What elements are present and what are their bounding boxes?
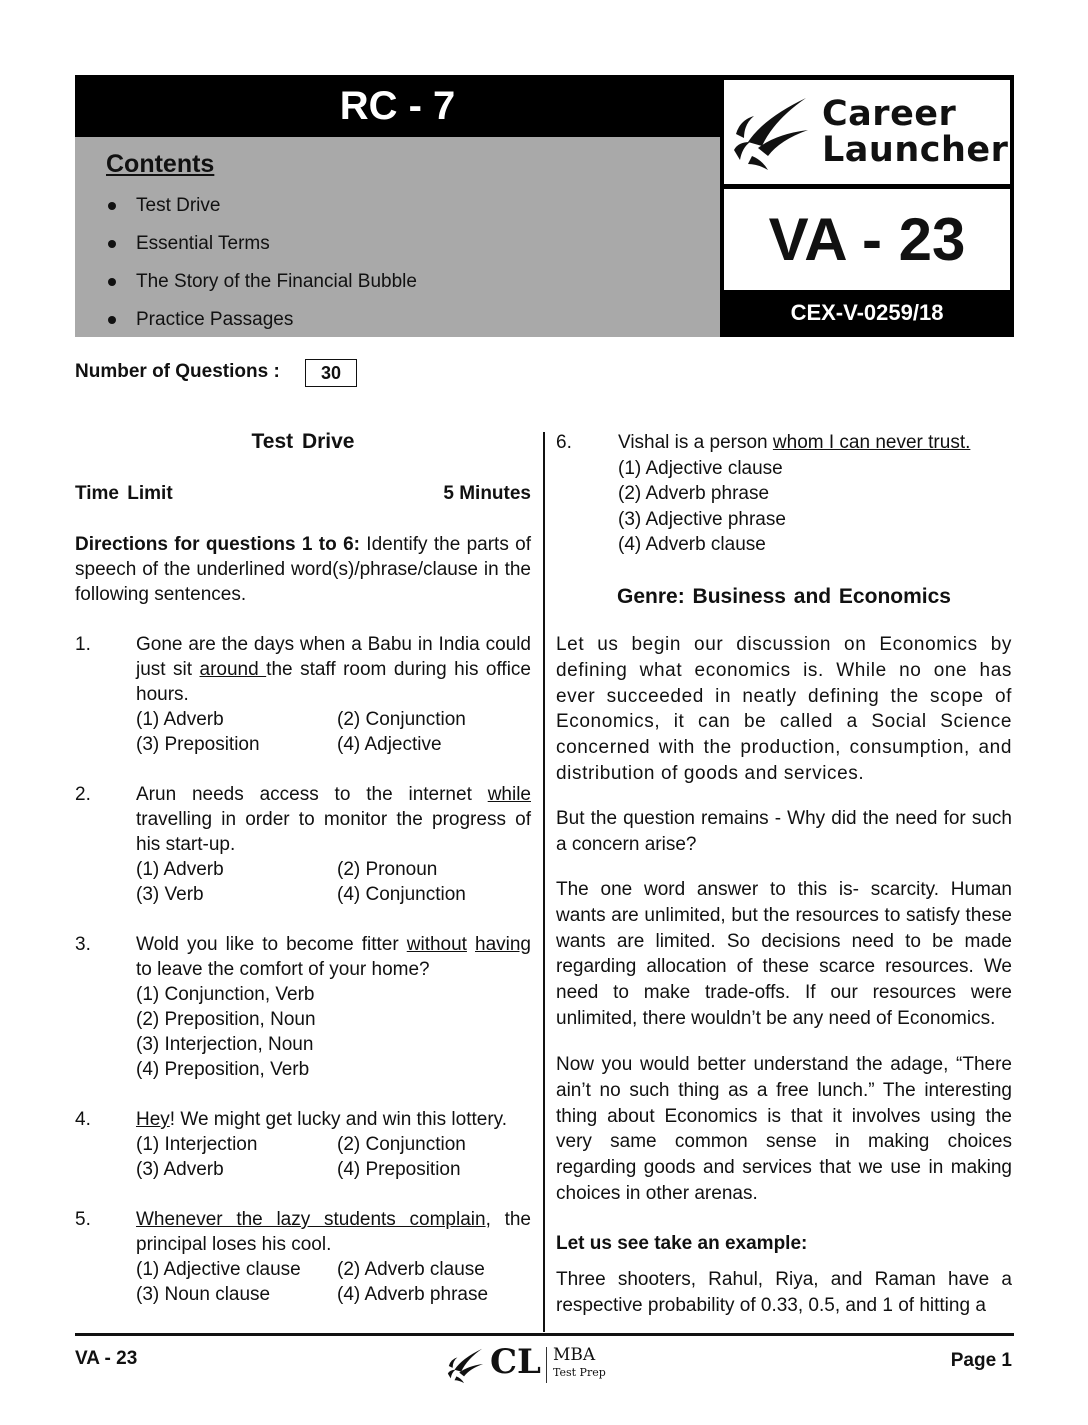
question-stem: Whenever the lazy students complain, the principal loses his cool.	[136, 1209, 531, 1255]
question-4: 4. Hey! We might get lucky and win this lottery. (1) Interjection (2) Conjunction (3) Adverb (4) Preposition	[75, 1107, 531, 1182]
header-title: RC - 7	[339, 84, 456, 128]
question-1: 1. Gone are the days when a Babu in India could just sit around the staff room during his office hours. (1) Adverb (2) Conjunction (3) Preposition (4) Adjective	[75, 634, 531, 755]
contents-title: Contents	[106, 150, 215, 178]
module-label: VA - 23	[768, 206, 966, 273]
footer-logo-testprep: Test Prep	[553, 1366, 606, 1379]
question-options: (1) Conjunction, Verb (2) Preposition, Noun (3) Interjection, Noun (4) Preposition, Verb	[136, 984, 316, 1080]
contents-list	[106, 192, 417, 344]
paragraph: The one word answer to this is- scarcity. Human wants are unlimited, but the resources to satisfy these wants are limited. So decisions need to be made regarding allocation of these scarce resources. We need to make trade-offs. If our resources were unlimited, there wouldn’t be any need of Economics.	[556, 879, 1012, 1029]
question-stem: Hey! We might get lucky and win this lottery.	[136, 1109, 508, 1130]
directions: Directions for questions 1 to 6: Identify the parts of speech of the underlined word(s)/phrase/clause in the following sentences.	[75, 534, 532, 605]
cl-logo-icon	[442, 1345, 488, 1385]
paragraph: Three shooters, Rahul, Riya, and Raman have a respective probability of 0.33, 0.5, and 1 of hitting a	[556, 1269, 1012, 1316]
example-heading: Let us see take an example:	[556, 1233, 808, 1254]
footer-logo-separator	[546, 1347, 547, 1383]
question-5: 5. Whenever the lazy students complain, the principal loses his cool. (1) Adjective clause (2) Adverb clause (3) Noun clause (4) Adverb phrase	[75, 1209, 531, 1305]
footer-page-number: Page 1	[950, 1350, 1012, 1371]
time-limit-label: Time Limit	[75, 483, 173, 504]
question-stem: Vishal is a person whom I can never trust.	[618, 432, 971, 453]
num-questions-label: Number of Questions :	[75, 361, 280, 382]
career-launcher-logo-icon	[728, 90, 812, 174]
bullet-icon	[108, 278, 116, 286]
bullet-icon	[108, 240, 116, 248]
question-stem: Gone are the days when a Babu in India could just sit around the staff room during his office hours.	[136, 634, 531, 705]
question-options: (1) Adverb (2) Conjunction (3) Preposition (4) Adjective	[136, 709, 466, 755]
question-options: (1) Adjective clause (2) Adverb clause (3) Noun clause (4) Adverb phrase	[136, 1259, 489, 1305]
contents-item: The Story of the Financial Bubble	[106, 268, 417, 306]
contents-item: Practice Passages	[106, 306, 417, 344]
num-questions-value: 30	[305, 359, 357, 387]
question-3: 3. Wold you like to become fitter without having to leave the comfort of your home? (1) Conjunction, Verb (2) Preposition, Noun (3) Interjection, Noun (4) Preposition, Verb	[75, 934, 531, 1080]
footer-logo-cl: CL	[490, 1342, 541, 1382]
footer-rule	[75, 1333, 1014, 1336]
column-divider	[543, 432, 545, 1332]
paragraph: But the question remains - Why did the need for such a concern arise?	[556, 808, 1012, 855]
time-limit-value: 5 Minutes	[443, 483, 531, 504]
paragraph: Now you would better understand the adage, “There ain’t no such thing as a free lunch.” The interesting thing about Economics is that it involves using the very same common sense in making choices regarding goods and services that we use in making choices in other arenas.	[556, 1054, 1012, 1204]
footer-module: VA - 23	[75, 1348, 138, 1369]
footer-logo-mba: MBA	[553, 1345, 596, 1365]
contents-item: Essential Terms	[106, 230, 417, 268]
question-options: (1) Interjection (2) Conjunction (3) Adverb (4) Preposition	[136, 1134, 466, 1180]
question-stem: Arun needs access to the internet while travelling in order to monitor the progress of his start-up.	[136, 784, 531, 855]
paragraph: Let us begin our discussion on Economics by defining what economics is. While no one has ever succeeded in neatly defining the scope of Economics, it can be called a Social Science concerned with the production, consumption, and distribution of goods and services.	[556, 634, 1012, 784]
genre-heading: Genre: Business and Economics	[617, 585, 951, 608]
question-6: 6. Vishal is a person whom I can never trust. (1) Adjective clause (2) Adverb phrase (3) Adjective phrase (4) Adverb clause	[556, 430, 1012, 558]
question-options: (1) Adverb (2) Pronoun (3) Verb (4) Conjunction	[136, 859, 466, 905]
contents-item: Test Drive	[106, 192, 417, 230]
bullet-icon	[108, 202, 116, 210]
bullet-icon	[108, 316, 116, 324]
module-code: CEX-V-0259/18	[790, 300, 944, 325]
test-drive-heading: Test Drive	[251, 430, 355, 453]
question-2: 2. Arun needs access to the internet while travelling in order to monitor the progress of his start-up. (1) Adverb (2) Pronoun (3) Verb (4) Conjunction	[75, 784, 531, 905]
brand-name: Career Launcher	[822, 94, 1009, 170]
question-stem: Wold you like to become fitter without having to leave the comfort of your home?	[136, 934, 531, 980]
